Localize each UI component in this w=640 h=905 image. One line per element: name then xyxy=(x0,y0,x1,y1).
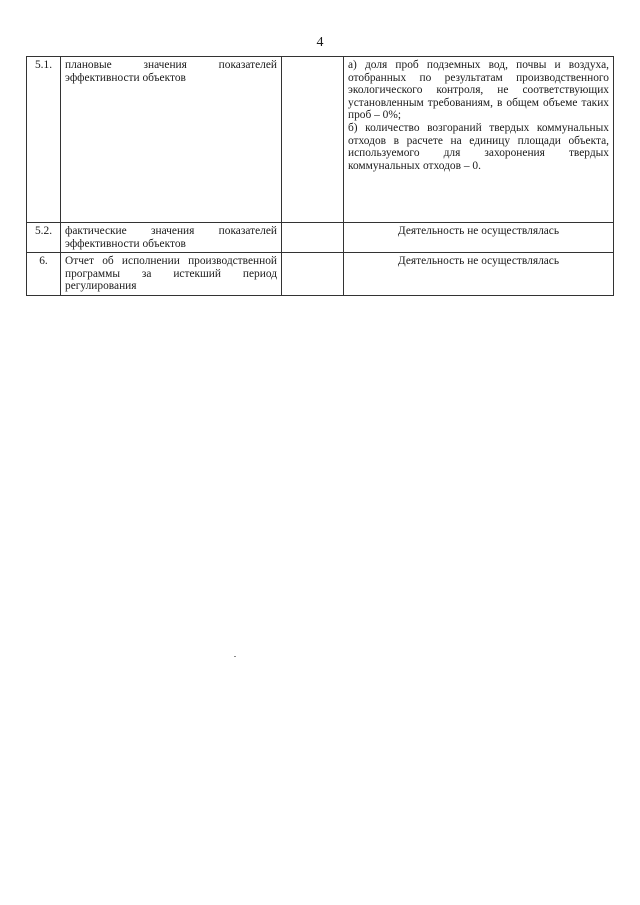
page-number: 4 xyxy=(316,35,324,50)
row-title: плановые значения показателей эффективности объектов xyxy=(61,57,282,223)
value-paragraph-b: б) количество возгораний твердых коммунальных отходов в расчете на единицу площади объекта, используемого для захоронения твердых коммунальных отходов – 0. xyxy=(348,121,609,172)
empty-cell xyxy=(282,57,344,223)
row-number: 6. xyxy=(27,253,61,296)
row-title: фактические значения показателей эффективности объектов xyxy=(61,223,282,253)
row-value xyxy=(344,57,614,223)
scan-speck xyxy=(234,656,236,657)
table-row xyxy=(27,57,614,223)
row-value: Деятельность не осуществлялась xyxy=(344,253,614,296)
row-title: Отчет об исполнении производственной программы за истекший период регулирования xyxy=(61,253,282,296)
table-row xyxy=(27,253,614,296)
row-number: 5.2. xyxy=(27,223,61,253)
report-table xyxy=(26,56,614,296)
empty-cell xyxy=(282,223,344,253)
row-number: 5.1. xyxy=(27,57,61,223)
value-paragraph-a: а) доля проб подземных вод, почвы и воздуха, отобранных по результатам производственного экологического контроля, не соответствующих установленным требованиям, в общем объеме таких проб – 0%; xyxy=(348,59,609,122)
empty-cell xyxy=(282,253,344,296)
row-value: Деятельность не осуществлялась xyxy=(344,223,614,253)
table-row xyxy=(27,223,614,253)
